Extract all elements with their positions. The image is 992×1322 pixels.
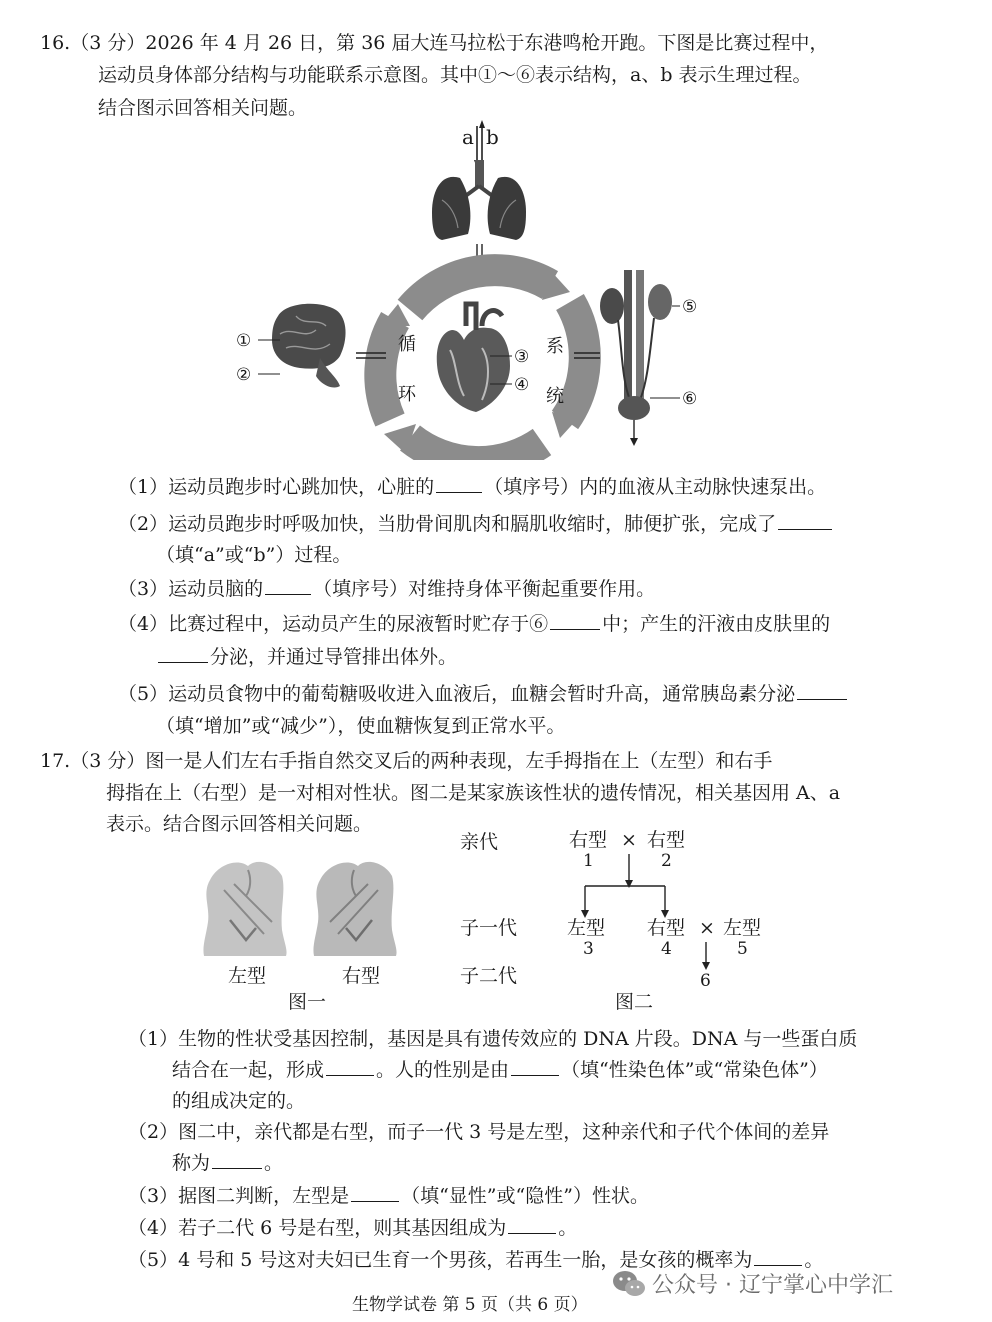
watermark [612, 1268, 893, 1299]
q17-item-2: （2）图二中，亲代都是右型，而子一代 3 号是左型，这种亲代和子代个体间的差异 [128, 1121, 830, 1143]
p2-type: 右型 [647, 829, 686, 851]
q17-stem-line-3: 表示。结合图示回答相关问题。 [106, 813, 373, 835]
p-cross: × [621, 829, 637, 851]
row-label-f2: 子二代 [460, 965, 518, 987]
q17-score: （3 分） [70, 750, 146, 772]
g6-number: 6 [700, 971, 711, 991]
q17-item-1-cont: 结合在一起，形成 。人的性别是由 （填“性染色体”或“常染色体”） [172, 1059, 828, 1081]
q16-number: 16. [40, 32, 71, 54]
q16-stem-text-1: 2026 年 4 月 26 日，第 36 届大连马拉松于东港鸣枪开跑。下图是比赛过程中， [145, 32, 829, 54]
p2-number: 2 [661, 851, 672, 871]
figure-1-caption: 图一 [288, 991, 327, 1013]
answer-blank-17-4[interactable] [508, 1232, 556, 1234]
q17-item-2-cont: 称为 。 [172, 1152, 284, 1174]
ring-char-4: 统 [546, 386, 564, 407]
answer-blank-17-1a[interactable] [326, 1074, 374, 1076]
answer-blank-16-2[interactable] [778, 528, 832, 530]
hand-left-type-icon [203, 862, 286, 956]
c3-type: 左型 [567, 917, 606, 939]
p1-number: 1 [583, 851, 594, 871]
row-label-f1: 子一代 [460, 917, 518, 939]
q17-item-3: （3）据图二判断，左型是 （填“显性”或“隐性”）性状。 [128, 1185, 649, 1207]
q16-item-1: （1）运动员跑步时心跳加快，心脏的 （填序号）内的血液从主动脉快速泵出。 [118, 476, 827, 498]
wechat-icon [612, 1269, 646, 1299]
figure-2-caption: 图二 [615, 991, 654, 1013]
marker-2: ② [236, 365, 252, 385]
q16-item-4-cont: 分泌，并通过导管排出体外。 [156, 644, 457, 670]
f1-cross: × [699, 917, 715, 939]
q16-item-2: （2）运动员跑步时呼吸加快，当肋骨间肌肉和膈肌收缩时，肺便扩张，完成了 [118, 511, 834, 537]
p1-type: 右型 [569, 829, 608, 851]
answer-blank-17-1b[interactable] [511, 1074, 559, 1076]
heart-icon [437, 304, 510, 412]
page-footer: 生物学试卷 第 5 页（共 6 页） [352, 1295, 588, 1315]
q16-item-5: （5）运动员食物中的葡萄糖吸收进入血液后，血糖会暂时升高，通常胰岛素分泌 [118, 681, 849, 707]
c5-type: 左型 [723, 917, 762, 939]
q16-stem-line-2: 运动员身体部分结构与功能联系示意图。其中①～⑥表示结构，a、b 表示生理过程。 [98, 64, 812, 86]
q16-body-diagram [220, 120, 740, 460]
q17-item-1-cont2: 的组成决定的。 [172, 1090, 306, 1112]
c5-number: 5 [737, 939, 748, 959]
ring-char-3: 系 [546, 336, 564, 357]
q16-item-2-cont: （填“a”或“b”）过程。 [156, 544, 352, 566]
q16-stem-line-1 [40, 30, 828, 56]
q17-stem-line-1: 17.（3 分）图一是人们左右手指自然交叉后的两种表现，左手拇指在上（左型）和右手 [40, 750, 773, 772]
q17-item-1: （1）生物的性状受基因控制，基因是具有遗传效应的 DNA 片段。DNA 与一些蛋白质 [128, 1028, 858, 1050]
q17-item-5: （5）4 号和 5 号这对夫妇已生育一个男孩，若再生一胎，是女孩的概率为 。 [128, 1249, 824, 1271]
answer-blank-16-1[interactable] [436, 491, 482, 493]
q17-stem-line-2: 拇指在上（右型）是一对相对性状。图二是某家族该性状的遗传情况，相关基因用 A、a [106, 782, 841, 804]
answer-blank-16-4a[interactable] [550, 628, 600, 630]
answer-blank-17-3[interactable] [351, 1200, 399, 1202]
label-right-type: 右型 [342, 965, 381, 987]
figure-1-hands [190, 850, 410, 1020]
c3-number: 3 [583, 939, 594, 959]
process-b-label: b [486, 125, 499, 149]
q16-item-4: （4）比赛过程中，运动员产生的尿液暂时贮存于⑥ 中；产生的汗液由皮肤里的 [118, 613, 831, 635]
c4-number: 4 [661, 939, 672, 959]
marker-1: ① [236, 331, 252, 351]
row-label-parent: 亲代 [460, 831, 499, 853]
answer-blank-17-5[interactable] [754, 1264, 802, 1266]
answer-blank-16-3[interactable] [265, 593, 311, 595]
marker-5: ⑤ [682, 297, 698, 317]
answer-blank-16-5[interactable] [797, 698, 847, 700]
q16-item-3: （3）运动员脑的 （填序号）对维持身体平衡起重要作用。 [118, 578, 656, 600]
process-a-label: a [462, 125, 474, 149]
figure-2-pedigree [455, 824, 785, 1014]
lungs-icon [432, 160, 526, 240]
q17-number: 17. [40, 750, 71, 772]
watermark-text: 公众号 · 辽宁掌心中学汇 [652, 1273, 893, 1298]
brain-icon [272, 304, 346, 388]
answer-blank-16-4b[interactable] [158, 661, 208, 663]
marker-3: ③ [514, 347, 530, 367]
c4-type: 右型 [647, 917, 686, 939]
marker-6: ⑥ [682, 389, 698, 409]
ring-char-1: 循 [398, 334, 416, 355]
q16-score: （3 分） [70, 32, 146, 54]
label-left-type: 左型 [228, 965, 267, 987]
q17-item-4: （4）若子二代 6 号是右型，则其基因组成为 。 [128, 1217, 578, 1239]
hand-right-type-icon [313, 862, 396, 956]
answer-blank-17-2[interactable] [212, 1167, 262, 1169]
ring-char-2: 环 [398, 384, 416, 405]
marker-4: ④ [514, 375, 530, 395]
urinary-system-icon [600, 270, 672, 446]
q16-stem-line-3: 结合图示回答相关问题。 [98, 97, 308, 119]
q16-item-5-cont: （填“增加”或“减少”），使血糖恢复到正常水平。 [156, 715, 566, 737]
